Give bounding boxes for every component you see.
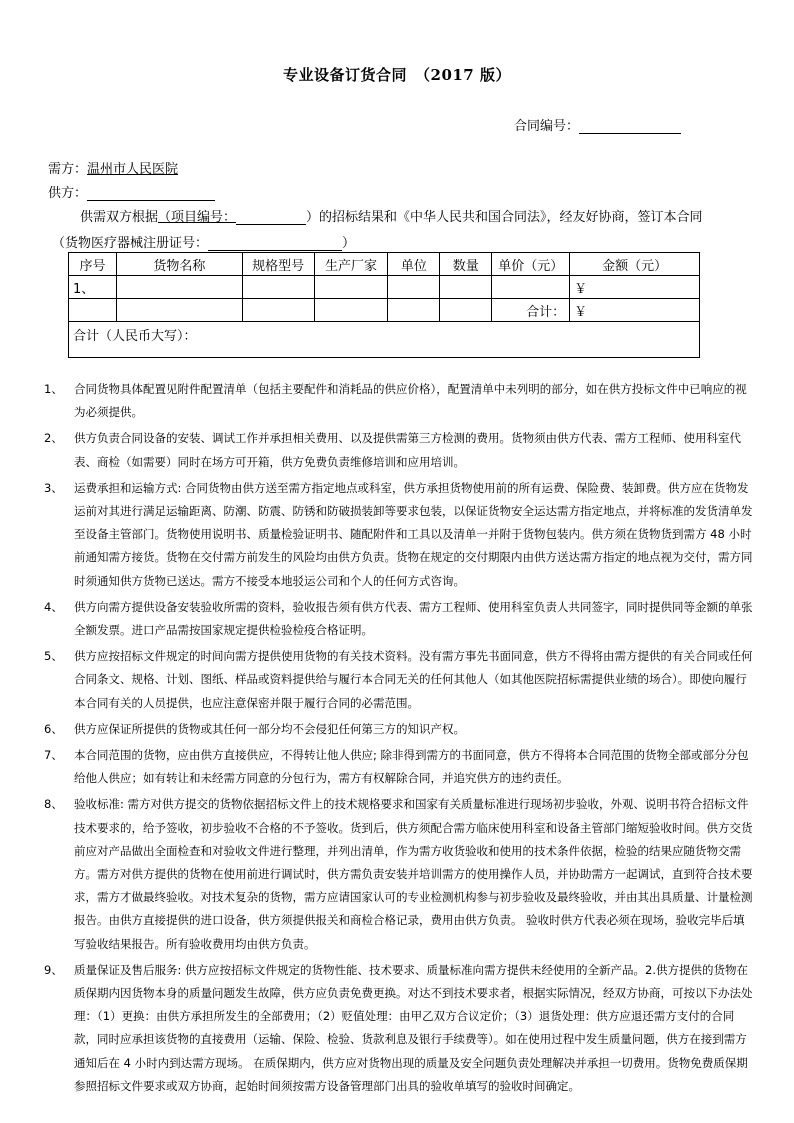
clause-text: 验收标准: 需方对供方提交的货物依据招标文件上的技术规格要求和国家有关质量标准进行现场初步验收，外观、说明书符合招标文件技术要求的，给予签收，初步验收不合格的不予签收。货到后，供方须配合需方临床使用科室和设备主管部门缩短验收时间。供方交货前应对产品做出全面检查和对验收文件进行整理，并列出清单，作为需方收货验收和使用的技术条件依据，检验的结果应随货物交需方。需方对供方提供的货物在使用前进行调试时，供方需负责安装并培训需方的使用操作人员，并协助需方一起调试，直到符合技术要求，需方才做最终验收。对技术复杂的货物，需方应请国家认可的专业检测机构参与初步验收及最终验收，并由其出具质量、计量检测报告。由供方直接提供的进口设备，供方须提供报关和商检合格记录，费用由供方负责。 验收时供方代表必须在现场，验收完毕后填写验收结果报告。所有验收费用均由供方负责。: [74, 797, 753, 951]
table-cell[interactable]: [116, 299, 242, 322]
clause-text: 供方应保证所提供的货物或其任何一部分均不会侵犯任何第三方的知识产权。: [74, 721, 465, 736]
project-no-blank[interactable]: [236, 210, 306, 225]
clause-text: 质量保证及售后服务: 供方应按招标文件规定的货物性能、技术要求、质量标准向需方提供未经使用的全新产品。2.供方提供的货物在质保期内因货物本身的质量问题发生故障，供方应负责免费更换。对达不到技术要求者，根据实际情况，经双方协商，可按以下办法处理：（1）更换：由供方承担所发生的全部费用；（2）贬值处理：由甲乙双方合议定价；（3）退货处理：供方应退还需方支付的合同款，同时应承担该货物的直接费用（运输、保险、检验、货款利息及银行手续费等）。如在使用过程中发生质量问题，供方在接到需方通知后在 4 小时内到达需方现场。 在质保期内，供方应对货物出现的质量及安全问题负责处理解决并承担一切费用。货物免费质保期参照招标文件要求或双方协商，起始时间须按需方设备管理部门出具的验收单填写的验收时间确定。: [74, 962, 753, 1093]
clause-number: 4、: [44, 599, 63, 614]
clause-number: 2、: [44, 431, 63, 446]
buyer-label: 需方：: [48, 162, 88, 177]
header-cell: 生产厂家: [314, 253, 388, 276]
clause-5: [44, 645, 756, 715]
table-cell[interactable]: [440, 299, 492, 322]
table-cell[interactable]: [388, 299, 440, 322]
table-cell[interactable]: [314, 299, 388, 322]
clauses-list: [44, 378, 756, 1101]
supplier-label: 供方：: [48, 186, 88, 201]
clause-7: [44, 744, 756, 790]
header-cell: 规格型号: [242, 253, 314, 276]
clause-8: [44, 793, 756, 955]
intro-paragraph: [80, 206, 703, 225]
subtotal-label: 合计：: [492, 299, 570, 322]
row-index: 1、: [69, 276, 117, 299]
table-cell[interactable]: [388, 276, 440, 299]
intro-text-2: ）的招标结果和《中华人民共和国合同法》，经友好协商，签订本合同: [306, 210, 703, 225]
clause-text: 供方应按招标文件规定的时间向需方提供使用货物的有关技术资料。没有需方事先书面同意，供方不得将由需方提供的有关合同或任何合同条文、规格、计划、图纸、样品或资料提供给与履行本合同无关的任何其他人（如其他医院招标需提供业绩的场合）。即使向履行本合同有关的人员提供，也应注意保密并限于履行合同的必需范围。: [74, 649, 753, 710]
supplier-blank[interactable]: [87, 186, 215, 201]
clause-number: 5、: [44, 649, 63, 664]
table-cell[interactable]: [242, 276, 314, 299]
clause-text: 供方向需方提供设备安装验收所需的资料，验收报告须有供方代表、需方工程师、使用科室负责人共同签字，同时提供同等金额的单张全额发票。进口产品需按国家规定提供检验检疫合格证明。: [74, 599, 753, 638]
total-row: [69, 322, 700, 358]
clause-number: 6、: [44, 721, 63, 736]
clause-2: [44, 427, 756, 473]
registration-blank[interactable]: [208, 236, 342, 251]
header-cell: 单价（元）: [492, 253, 570, 276]
table-cell[interactable]: [440, 276, 492, 299]
clause-3: [44, 477, 756, 593]
buyer-line: [48, 158, 178, 177]
header-cell: 数量: [440, 253, 492, 276]
table-cell[interactable]: [314, 276, 388, 299]
goods-table: [68, 252, 700, 358]
clause-4: [44, 596, 756, 642]
clause-number: 7、: [44, 748, 63, 763]
clause-text: 本合同范围的货物，应由供方直接供应，不得转让他人供应; 除非得到需方的书面同意，供方不得将本合同范围的货物全部或部分分包给他人供应；如有转让和未经需方同意的分包行为，需方有权解除合同，并追究供方的违约责任。: [74, 748, 749, 786]
contract-number-blank[interactable]: [579, 119, 681, 134]
table-cell[interactable]: [69, 299, 117, 322]
table-header-row: [69, 253, 700, 276]
registration-line: [52, 232, 355, 251]
contract-title: 专业设备订货合同 （2017 版）: [283, 66, 511, 84]
table-row: [69, 276, 700, 299]
clause-text: 合同货物具体配置见附件配置清单（包括主要配件和消耗品的供应价格），配置清单中未列明的部分，如在供方投标文件中已响应的视为必须提供。: [74, 382, 747, 420]
header-cell: 单位: [388, 253, 440, 276]
header-cell: 序号: [69, 253, 117, 276]
registration-close: ）: [342, 236, 356, 251]
contract-number: [514, 115, 681, 134]
intro-text-1: 供需双方根据: [80, 210, 159, 225]
clause-number: 8、: [44, 797, 63, 812]
table-cell[interactable]: [242, 299, 314, 322]
buyer-value: 温州市人民医院: [87, 162, 179, 177]
clause-number: 3、: [44, 480, 63, 495]
supplier-line: [48, 182, 215, 201]
clause-number: 9、: [44, 962, 63, 977]
table-cell[interactable]: [116, 276, 242, 299]
subtotal-amount[interactable]: ￥: [570, 299, 700, 322]
clause-9: [44, 959, 756, 1098]
registration-label: （货物医疗器械注册证号：: [52, 236, 209, 251]
total-in-words[interactable]: 合计（人民币大写）：: [69, 322, 700, 358]
clause-number: 1、: [44, 382, 63, 396]
clause-text: 供方负责合同设备的安装、调试工作并承担相关费用、以及提供需第三方检测的费用。货物须由供方代表、需方工程师、使用科室代表、商检（如需要）同时在场方可开箱，供方免费负责维修培训和应用培训。: [74, 431, 741, 469]
contract-number-label: 合同编号：: [514, 119, 580, 134]
clause-6: [44, 718, 756, 741]
amount-cell[interactable]: ￥: [570, 276, 700, 299]
table-cell[interactable]: [492, 276, 570, 299]
header-cell: 货物名称: [116, 253, 242, 276]
clause-1: [44, 378, 756, 424]
project-no-label: （项目编号：: [158, 210, 237, 225]
subtotal-row: [69, 299, 700, 322]
clause-text: 运费承担和运输方式: 合同货物由供方送至需方指定地点或科室，供方承担货物使用前的所有运费、保险费、装卸费。供方应在货物发运前对其进行满足运输距离、防潮、防震、防锈和防破损装卸等要求包装，以保证货物安全运达需方指定地点，并将标准的发货清单发至设备主管部门。货物使用说明书、质量检验证明书、随配附件和工具以及清单一并附于货物包装内。供方须在货物货到需方 48 小时前通知需方接货。货物在交付需方前发生的风险均由供方负责。货物在规定的交付期限内由供方送达需方指定的地点视为交付，需方同时须通知供方货物已送达。需方不接受本地驳运公司和个人的任何方式咨询。: [74, 480, 753, 588]
header-cell: 金额（元）: [570, 253, 700, 276]
